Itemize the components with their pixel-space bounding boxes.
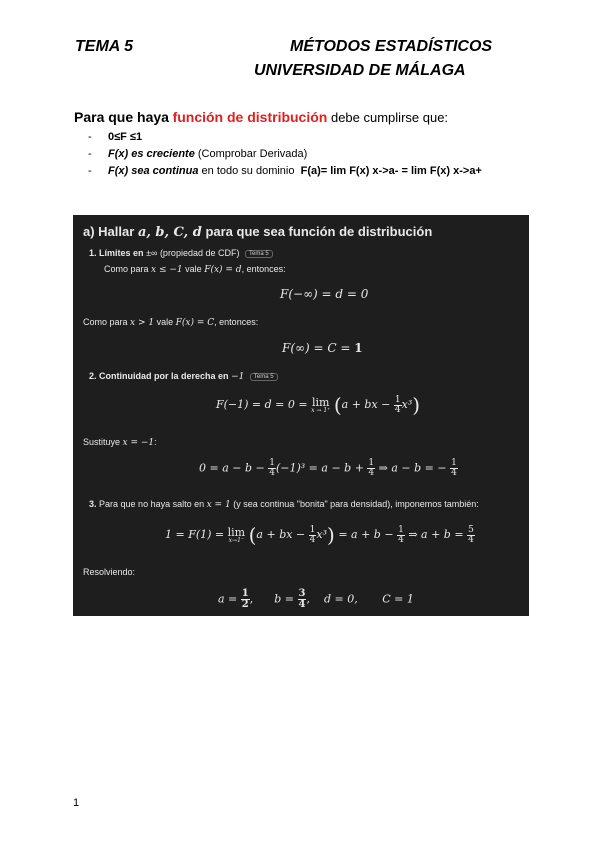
intro-pre: Para que haya	[74, 109, 169, 125]
screenshot-title: a) Hallar a, b, C, d para que sea función de distribución	[83, 224, 433, 240]
condition-item	[88, 129, 482, 146]
header-tema: TEMA 5	[75, 38, 134, 55]
intro-highlight: función de distribución	[172, 109, 328, 125]
solution-line: a = $\frac{1}{2}$ , b = $\frac{3}{4}$ , d = 0, C = 1	[218, 588, 414, 610]
intro-line	[74, 109, 448, 125]
step1-heading: 1. Límites en ±∞ (propiedad de CDF) Tema 5	[89, 248, 273, 258]
tema-chip: Tema 5	[245, 250, 273, 258]
embedded-screenshot	[73, 215, 529, 616]
line2-text: Como para x > 1 vale F(x) = C, entonces:	[83, 317, 259, 328]
page-number: 1	[73, 797, 80, 809]
intro-post: debe cumplirse que:	[330, 110, 449, 125]
step1-text: Como para x ≤ −1 vale F(x) = d, entonces:	[104, 264, 286, 275]
equation-5: 1 = F(1) = lim x→1⁻ (a + bx − $\frac{1}{4}$ x³) = a + b − $\frac{1}{4}$ ⇒ a + b = $\frac{5}{4}$	[165, 523, 474, 547]
equation-4: 0 = a − b − $\frac{1}{4}$ (−1)³ = a − b + $\frac{1}{4}$ ⇒ a − b = − $\frac{1}{4}$	[199, 458, 457, 478]
step2-heading: 2. Continuidad por la derecha en −1 Tema 5	[89, 371, 278, 382]
step3-heading: 3. Para que no haya salto en x = 1 (y sea continua "bonita" para densidad), imponemos también:	[89, 499, 479, 510]
substitute-text: Sustituye x = −1:	[83, 437, 157, 448]
condition-increasing-note: (Comprobar Derivada)	[197, 148, 308, 160]
header-universidad: UNIVERSIDAD DE MÁLAGA	[254, 62, 466, 79]
tema-chip: Tema 5	[250, 373, 278, 381]
equation-1: F(−∞) = d = 0	[280, 287, 369, 301]
condition-continuous: F(x) sea continua	[108, 165, 199, 177]
condition-item	[88, 163, 482, 180]
condition-bounds: 0≤F ≤1	[108, 131, 143, 143]
condition-continuous-note: en todo su dominio	[201, 165, 295, 177]
equation-3: F(−1) = d = 0 = lim x → 1⁺ (a + bx − $\frac{1}{4}$ x³)	[216, 393, 421, 417]
resolve-text: Resolviendo:	[83, 567, 136, 577]
header-metodos: MÉTODOS ESTADÍSTICOS	[290, 38, 493, 55]
condition-continuous-formula: F(a)= lim F(x) x->a- = lim F(x) x->a+	[300, 165, 482, 177]
conditions-list	[88, 129, 482, 180]
condition-increasing: F(x) es creciente	[108, 148, 195, 160]
condition-item	[88, 146, 482, 163]
equation-2: F(∞) = C = 1	[282, 341, 363, 355]
